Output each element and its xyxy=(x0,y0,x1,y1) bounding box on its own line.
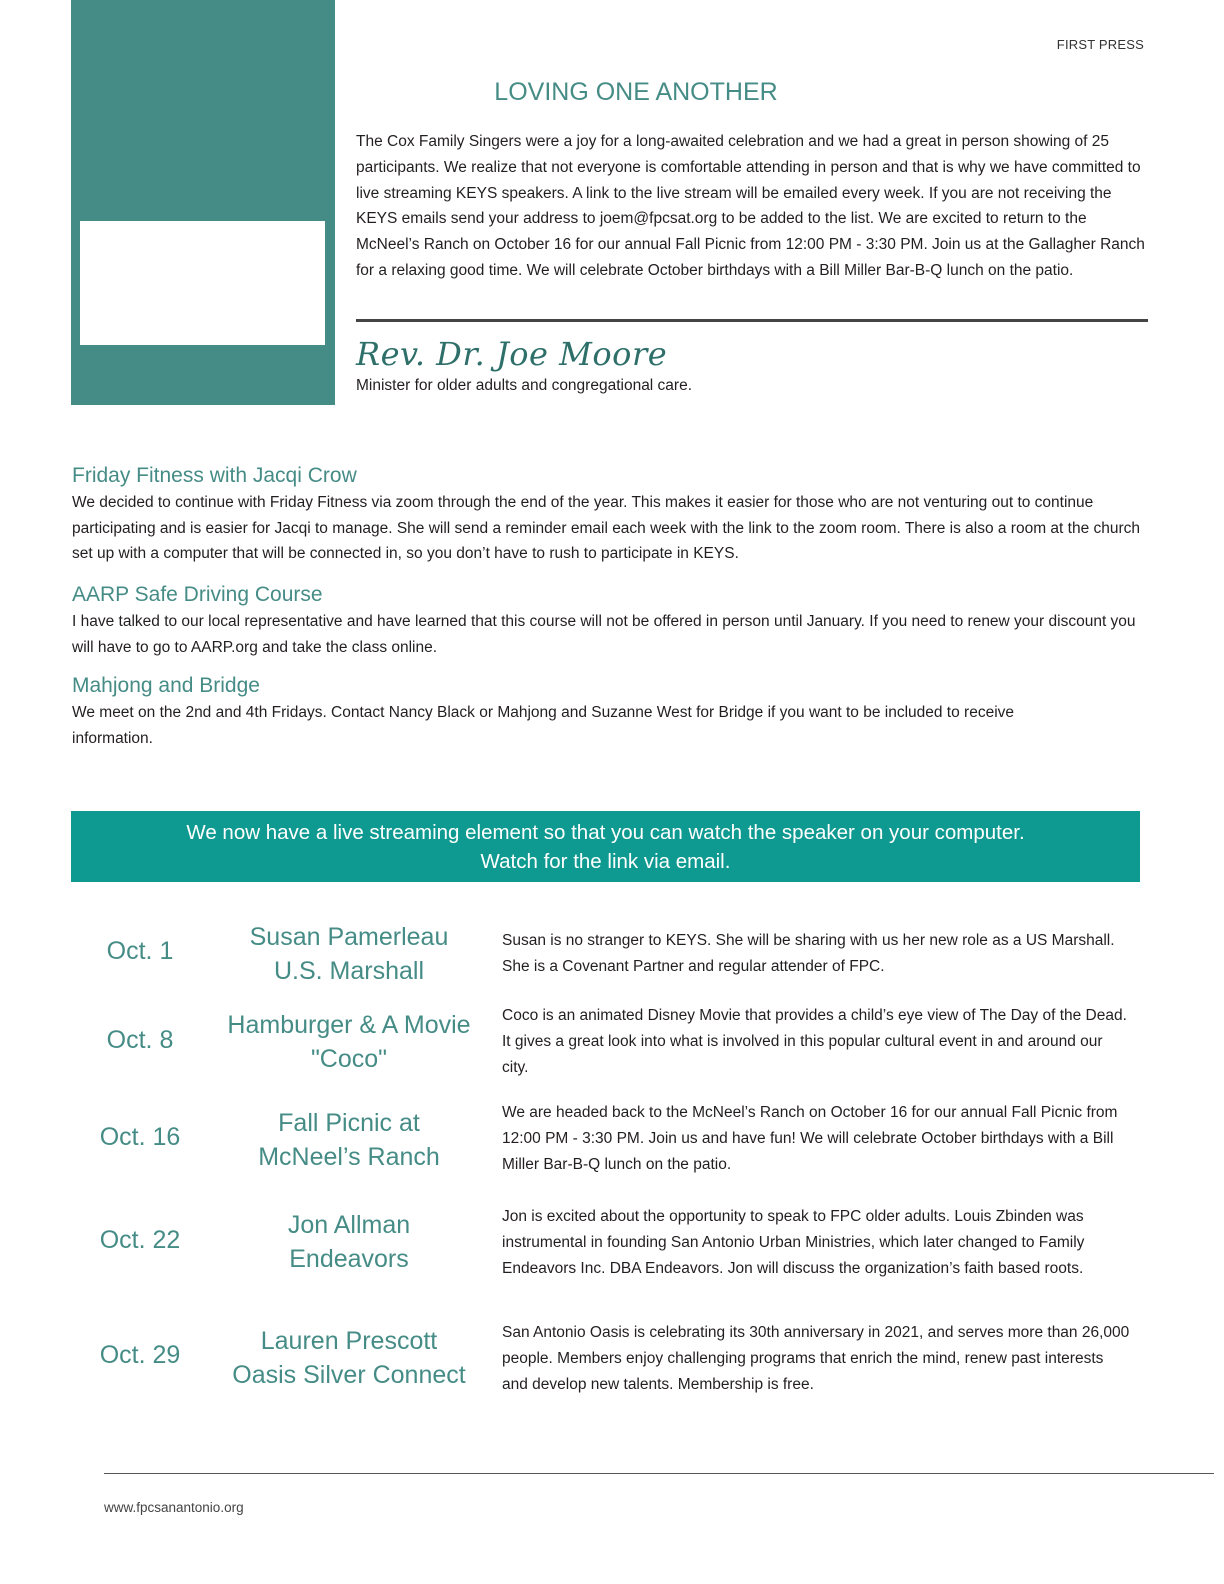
event-title-line-2: U.S. Marshall xyxy=(273,957,425,985)
event-description: Susan is no stranger to KEYS. She will be sharing with us her new role as a US Marshall. She is a Covenant Partner and regular attender of FPC. xyxy=(502,932,1115,975)
section-aarp-driving xyxy=(72,581,1144,660)
section-heading: Mahjong and Bridge xyxy=(72,674,260,697)
event-description: Coco is an animated Disney Movie that provides a child’s eye view of The Day of the Dead. It gives a great look into what is involved in this popular cultural event in and around our city. xyxy=(502,1007,1127,1076)
event-title xyxy=(220,920,478,988)
event-description: Jon is excited about the opportunity to speak to FPC older adults. Louis Zbinden was instrumental in founding San Antonio Urban Ministries, which later changed to Family Endeavors Inc. DBA Endeavors. Jon will discuss the organization’s faith based roots. xyxy=(502,1208,1085,1277)
section-body: We meet on the 2nd and 4th Fridays. Contact Nancy Black or Mahjong and Suzanne West for Bridge if you want to be included to receive information. xyxy=(72,704,1015,747)
event-title-line-1: Lauren Prescott xyxy=(260,1327,438,1355)
event-title-line-2: Endeavors xyxy=(289,1245,409,1273)
event-title xyxy=(220,1008,478,1076)
section-heading: Friday Fitness with Jacqi Crow xyxy=(72,464,357,487)
event-title xyxy=(220,1208,478,1276)
event-date: Oct. 8 xyxy=(106,1026,174,1054)
article-title: LOVING ONE ANOTHER xyxy=(494,78,778,106)
event-title-line-1: Fall Picnic at xyxy=(278,1109,420,1137)
section-body: We decided to continue with Friday Fitness via zoom through the end of the year. This makes it easier for those who are not venturing out to continue participating and is easier for Jacqi to manage. She will send a reminder email each week with the link to the zoom room. There is also a room at the church set up with a computer that will be connected in, so you don’t have to rush to participate in KEYS. xyxy=(72,494,1141,563)
event-title-line-1: Susan Pamerleau xyxy=(249,923,449,951)
footer-divider xyxy=(104,1473,1214,1474)
article-body: The Cox Family Singers were a joy for a long-awaited celebration and we had a great in person showing of 25 participants. We realize that not everyone is comfortable attending in person and that is why we have committed to live streaming KEYS speakers. A link to the live stream will be emailed every week. If you are not receiving the KEYS emails send your address to joem@fpcsat.org to be added to the list. We are excited to return to the McNeel’s Ranch on October 16 for our annual Fall Picnic from 12:00 PM - 3:30 PM. Join us at the Gallagher Ranch for a relaxing good time. We will celebrate October birthdays with a Bill Miller Bar-B-Q lunch on the patio. xyxy=(356,133,1145,279)
banner-line-1: We now have a live streaming element so that you can watch the speaker on your computer. xyxy=(186,821,1025,844)
event-description: We are headed back to the McNeel’s Ranch on October 16 for our annual Fall Picnic from 12:00 PM - 3:30 PM. Join us and have fun! We will celebrate October birthdays with a Bill Miller Bar-B-Q lunch on the patio. xyxy=(502,1104,1118,1173)
event-title-line-2: McNeel’s Ranch xyxy=(258,1143,440,1171)
banner-line-2: Watch for the link via email. xyxy=(480,850,731,873)
section-heading: AARP Safe Driving Course xyxy=(72,583,323,606)
event-title-line-2: Oasis Silver Connect xyxy=(232,1361,466,1389)
photo-placeholder xyxy=(80,221,325,345)
event-title-line-1: Hamburger & A Movie xyxy=(227,1011,471,1039)
newsletter-label: FIRST PRESS xyxy=(1056,37,1144,52)
website-link[interactable]: www.fpcsanantonio.org xyxy=(104,1500,244,1515)
event-title-line-2: "Coco" xyxy=(310,1045,388,1073)
event-date: Oct. 16 xyxy=(99,1123,181,1151)
event-title xyxy=(220,1324,478,1392)
section-mahjong-bridge xyxy=(72,672,1144,751)
event-date: Oct. 29 xyxy=(99,1341,181,1369)
section-friday-fitness xyxy=(72,462,1144,567)
event-title xyxy=(220,1106,478,1174)
signature: Rev. Dr. Joe Moore xyxy=(356,335,668,373)
event-date: Oct. 22 xyxy=(99,1226,181,1254)
section-body: I have talked to our local representative and have learned that this course will not be offered in person until January. If you need to renew your discount you will have to go to AARP.org and take the class online. xyxy=(72,613,1136,656)
event-description: San Antonio Oasis is celebrating its 30th anniversary in 2021, and serves more than 26,000 people. Members enjoy challenging programs that enrich the mind, renew past interests and develop new talents. Membership is free. xyxy=(502,1324,1130,1393)
event-date: Oct. 1 xyxy=(106,937,174,965)
event-title-line-1: Jon Allman xyxy=(287,1211,411,1239)
signature-role: Minister for older adults and congregational care. xyxy=(356,377,693,394)
divider xyxy=(356,319,1148,322)
live-stream-banner xyxy=(71,811,1140,882)
